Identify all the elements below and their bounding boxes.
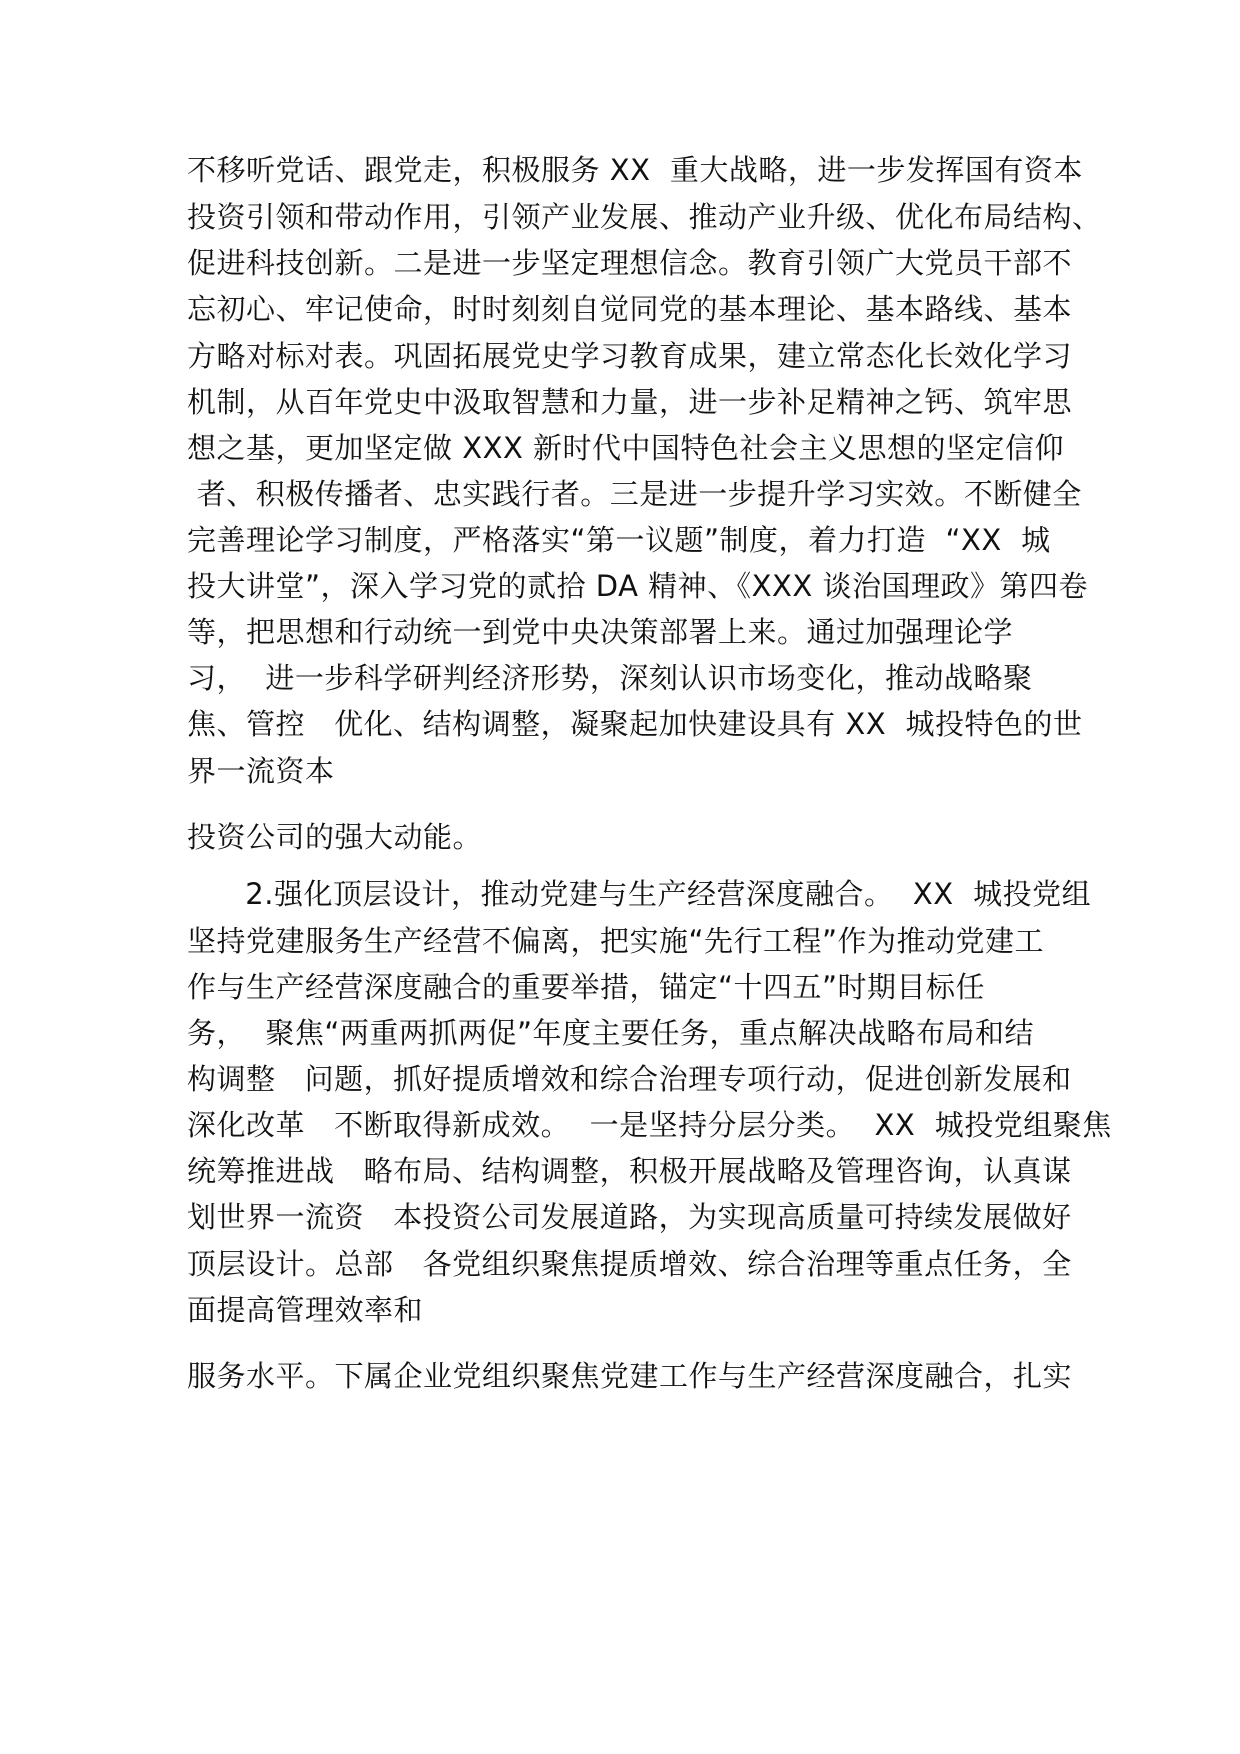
text-line: 顶层设计。总部 各党组织聚焦提质增效、综合治理等重点任务，全 [187, 1247, 1072, 1281]
text-line: 作与生产经营深度融合的重要举措，锚定“十四五”时期目标任 [187, 970, 986, 1004]
text-line: 等，把思想和行动统一到党中央决策部署上来。通过加强理论学 [187, 615, 1014, 649]
text-line: 统筹推进战 略布局、结构调整，积极开展战略及管理咨询，认真谋 [187, 1154, 1072, 1188]
text-line: 者、积极传播者、忠实践行者。三是进一步提升学习实效。不断健全 [187, 477, 1082, 511]
text-line: 划世界一流资 本投资公司发展道路，为实现高质量可持续发展做好 [187, 1200, 1072, 1234]
text-line: 焦、管控 优化、结构调整，凝聚起加快建设具有 XX 城投特色的世 [187, 707, 1083, 741]
text-line: 面提高管理效率和 [187, 1293, 424, 1327]
text-line: 深化改革 不断取得新成效。 一是坚持分层分类。 XX 城投党组聚焦 [187, 1108, 1112, 1142]
text-line: 方略对标对表。巩固拓展党史学习教育成果，建立常态化长效化学习 [187, 339, 1073, 373]
text-line: 务， 聚焦“两重两抓两促”年度主要任务，重点解决战略布局和结 [187, 1016, 1034, 1050]
text-line: 界一流资本 [187, 754, 335, 788]
text-line: 投大讲堂”，深入学习党的贰拾 DA 精神、《XXX 谈治国理政》第四卷 [187, 569, 1088, 603]
text-line: 服务水平。下属企业党组织聚焦党建工作与生产经营深度融合，扎实 [187, 1359, 1073, 1393]
text-line: 投资公司的强大动能。 [187, 820, 483, 854]
text-line: 习， 进一步科学研判经济形势，深刻认识市场变化，推动战略聚 [187, 661, 1033, 695]
text-line: 不移听党话、跟党走，积极服务 XX 重大战略，进一步发挥国有资本 [187, 153, 1083, 187]
text-line: 投资引领和带动作用，引领产业发展、推动产业升级、优化布局结构、 [187, 200, 1102, 234]
text-line: 机制，从百年党史中汲取智慧和力量，进一步补足精神之钙、筑牢思 [187, 385, 1073, 419]
text-line: 促进科技创新。二是进一步坚定理想信念。教育引领广大党员干部不 [187, 246, 1073, 280]
text-line: 完善理论学习制度，严格落实“第一议题”制度，着力打造 “XX 城 [187, 523, 1051, 557]
text-line: 构调整 问题，抓好提质增效和综合治理专项行动，促进创新发展和 [187, 1062, 1072, 1096]
text-line: 坚持党建服务生产经营不偏离，把实施“先行工程”作为推动党建工 [187, 924, 1045, 958]
text-line: 想之基，更加坚定做 XXX 新时代中国特色社会主义思想的坚定信仰 [187, 431, 1065, 465]
text-line: 2.强化顶层设计，推动党建与生产经营深度融合。 XX 城投党组 [187, 877, 1092, 911]
text-line: 忘初心、牢记使命，时时刻刻自觉同党的基本理论、基本路线、基本 [187, 292, 1073, 326]
